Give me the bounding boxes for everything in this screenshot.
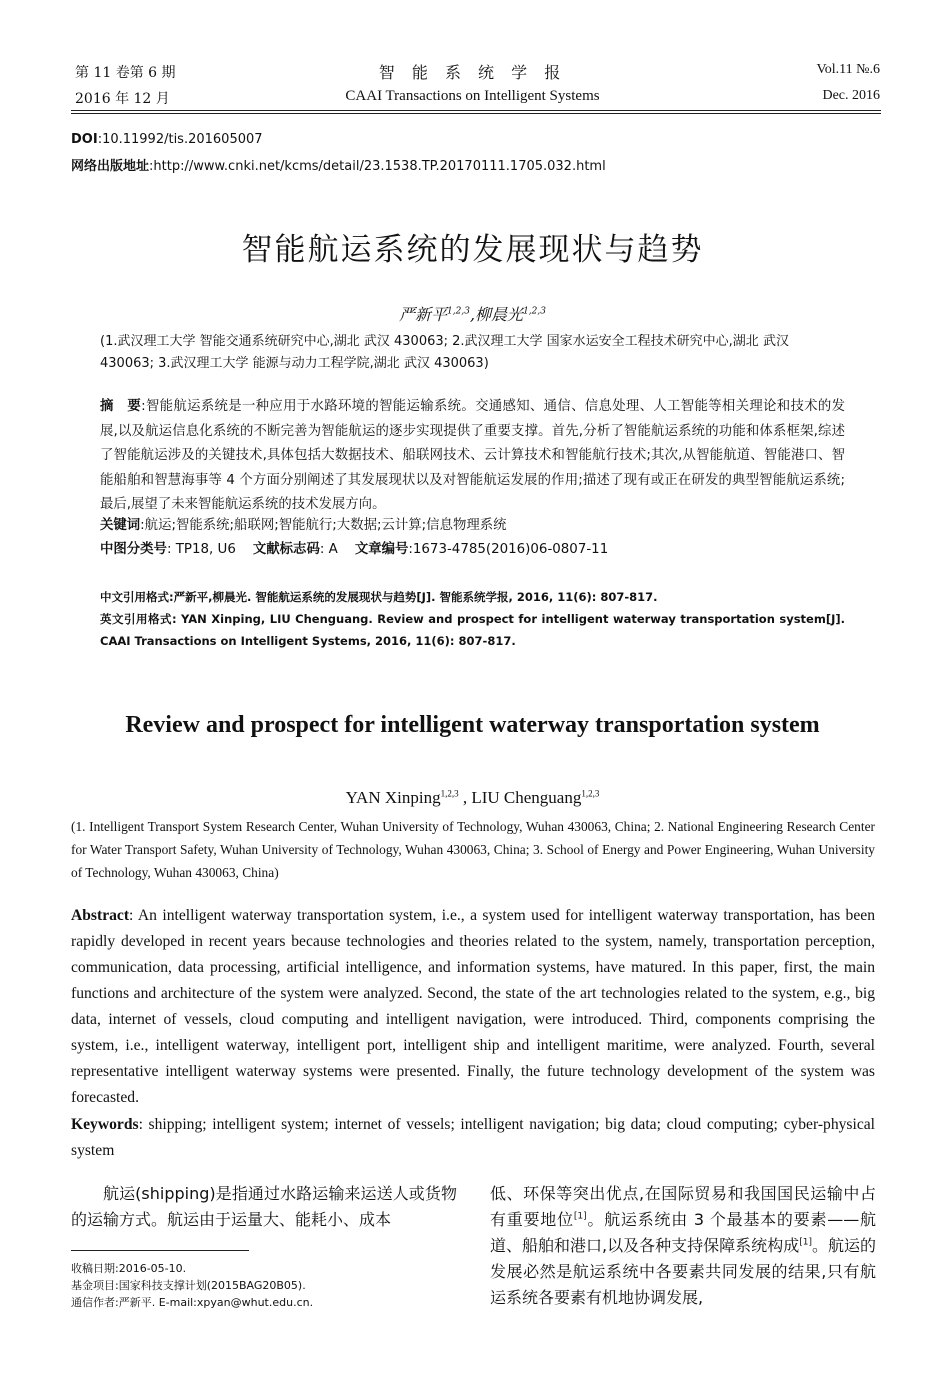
online-address-value[interactable]: :http://www.cnki.net/kcms/detail/23.1538.TP.20170111.1705.032.html (149, 159, 606, 174)
affiliations-cn: (1.武汉理工大学 智能交通系统研究中心,湖北 武汉 430063; 2.武汉理工大学 国家水运安全工程技术研究中心,湖北 武汉 430063; 3.武汉理工大学 能源与动力工程学院,湖北 武汉 430063) (100, 334, 789, 371)
body-right-text-2: 。航运系统由 3 个最基本的要素——航道、船舶和港口,以及各种支持保障系统构成 (490, 1210, 876, 1255)
author-2-affil-cn: 1,2,3 (523, 306, 546, 317)
abstract-text-cn: :智能航运系统是一种应用于水路环境的智能运输系统。交通感知、通信、信息处理、人工智能等相关理论和技术的发展,以及航运信息化系统的不断完善为智能航运的逐步实现提供了重要支撑。首先,分析了智能航运系统的功能和体系框架,综述了智能航运涉及的关键技术,具体包括大数据技术、船联网技术、云计算技术和智能航行技术;其次,从智能航道、智能港口、智能船舶和智慧海事等 4 个方面分别阐述了其发展现状以及对智能航运发展的作用;描述了现有或正在研发的典型智能航运系统;最后,展望了未来智能航运系统的技术发展方向。 (100, 399, 845, 512)
keywords-text-cn: :航运;智能系统;船联网;智能航行;大数据;云计算;信息物理系统 (140, 518, 507, 533)
body-right-text-1: 低、环保等突出优点,在国际贸易和我国国民运输中占有重要地位 (490, 1184, 876, 1229)
header-rule-top (71, 110, 881, 111)
journal-name-en: CAAI Transactions on Intelligent Systems (345, 88, 600, 104)
citation-cn-text: :严新平,柳晨光. 智能航运系统的发展现状与趋势[J]. 智能系统学报, 2016, 11(6): 807-817. (169, 590, 658, 604)
body-column-left: 航运(shipping)是指通过水路运输来运送人或货物的运输方式。航运由于运量大、能耗小、成本 (71, 1184, 457, 1229)
clc-label: 中图分类号 (100, 542, 167, 557)
author-2-cn: 柳晨光 (475, 305, 524, 324)
header-volume-issue-en: Vol.11 №.6 (816, 62, 880, 77)
keywords-en (71, 1112, 875, 1164)
doi-line (71, 132, 263, 147)
citation-en-text: : YAN Xinping, LIU Chenguang. Review and prospect for intelligent waterway transportation system[J]. CAAI Transactions on Intelligent Systems, 2016, 11(6): 807-817. (100, 612, 846, 648)
abstract-cn (100, 395, 845, 518)
clc-value: : TP18, U6 (166, 542, 236, 557)
author-2-affil-en: 1,2,3 (581, 788, 600, 799)
affiliations-en: (1. Intelligent Transport System Research Center, Wuhan University of Technology, Wuhan 430063, China; 2. National Engineering Research Center for Water Transport Safety, Wuhan University of Technology, Wuhan 430063, China; 3. School of Energy and Power Engineering, Wuhan University of Technology, Wuhan 430063, China) (71, 819, 875, 880)
citation-cn-label: 中文引用格式 (100, 590, 169, 604)
paper-title-cn: 智能航运系统的发展现状与趋势 (241, 232, 704, 268)
header-volume-issue-cn: 第 11 卷第 6 期 (75, 65, 176, 81)
citation-en (100, 608, 845, 652)
header-rule-bottom (71, 113, 881, 114)
author-1-cn: 严新平 (399, 305, 448, 324)
corresponding-author: 通信作者:严新平. E-mail:xpyan@whut.edu.cn. (71, 1296, 314, 1309)
author-1-en: YAN Xinping (345, 788, 441, 807)
doi-value[interactable]: :10.11992/tis.201605007 (97, 132, 263, 147)
abstract-label-cn: 摘 要 (100, 399, 142, 414)
keywords-cn (100, 514, 845, 539)
authors-en (0, 788, 945, 808)
body-column-right (490, 1181, 876, 1311)
article-number-label: 文章编号 (354, 542, 409, 557)
doi-label: DOI (71, 132, 98, 147)
fund-project: 基金项目:国家科技支撑计划(2015BAG20B05). (71, 1279, 306, 1292)
online-address-label: 网络出版地址 (71, 159, 150, 174)
body-right-text-3: 。航运的发展必然是航运系统中各要素共同发展的结果,只有航运系统各要素有机地协调发展, (490, 1236, 876, 1307)
online-address-line (71, 155, 606, 174)
author-separator-cn: , (469, 305, 476, 324)
classification-line (100, 538, 845, 563)
keywords-label-en: Keywords (71, 1116, 139, 1133)
journal-name-cn: 智 能 系 统 学 报 (378, 63, 567, 82)
keywords-text-en: : shipping; intelligent system; internet of vessels; intelligent navigation; big data; cloud computing; cyber-physical system (71, 1116, 875, 1159)
header-date-en: Dec. 2016 (822, 88, 880, 103)
author-1-affil-en: 1,2,3 (440, 788, 459, 799)
article-number-value: :1673-4785(2016)06-0807-11 (408, 542, 609, 557)
abstract-text-en: : An intelligent waterway transportation system, i.e., a system used for intelligent waterway transportation, has been rapidly developed in recent years because technologies and theories related to the system, namely, transportation perception, communication, data processing, artificial intelligence, and information systems, have matured. In this paper, first, the main functions and architecture of the system were analyzed. Second, the state of the art technologies related to the system, e.g., big data, internet of vessels, cloud computing and intelligent navigation, were introduced. Third, components comprising the system, i.e., intelligent waterway, intelligent port, intelligent ship and intelligent maritime, were analyzed. Fourth, several representative intelligent waterway systems were presented. Finally, the future technology development of the system was forecasted. (71, 907, 875, 1106)
reference-1-repeat[interactable]: [1] (799, 1237, 812, 1248)
paper-title-en: Review and prospect for intelligent waterway transportation system (125, 712, 820, 738)
reference-1[interactable]: [1] (573, 1211, 587, 1222)
citation-en-label: 英文引用格式 (100, 612, 172, 626)
abstract-label-en: Abstract (71, 907, 130, 924)
authors-cn (0, 302, 945, 325)
author-2-en: LIU Chenguang (471, 788, 582, 807)
keywords-label-cn: 关键词 (100, 518, 141, 533)
footnote-rule (71, 1250, 249, 1251)
header-date-cn: 2016 年 12 月 (75, 91, 170, 107)
abstract-en (71, 903, 875, 1111)
received-date: 收稿日期:2016-05-10. (71, 1262, 187, 1275)
citation-cn (100, 586, 845, 608)
doc-code-value: : A (319, 542, 338, 557)
doc-code-label: 文献标志码 (252, 542, 320, 557)
author-separator-en: , (458, 788, 472, 807)
author-1-affil-cn: 1,2,3 (447, 306, 470, 317)
